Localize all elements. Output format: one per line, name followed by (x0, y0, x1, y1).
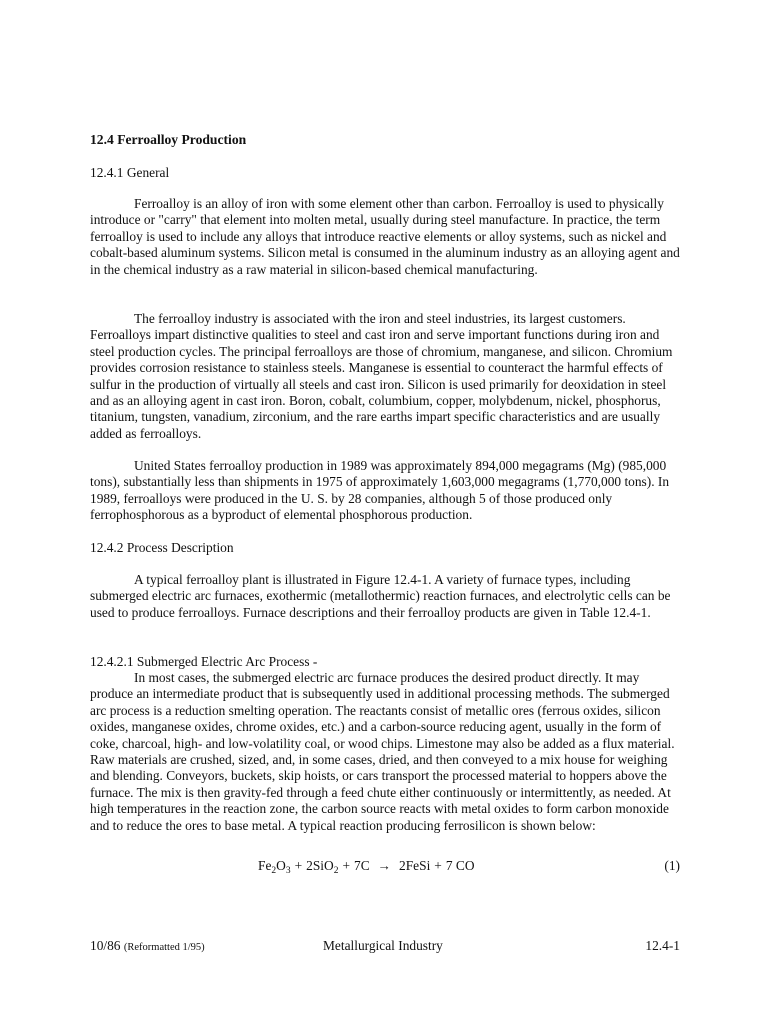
general-paragraph-1: Ferroalloy is an alloy of iron with some element other than carbon. Ferroalloy is used to physically introduce or "carry" that element into molten metal, usually during steel manufacture. In practice, the term ferroalloy is used to include any alloys that introduce reactive elements or alloy systems, such as nickel and cobalt-based aluminum systems. Silicon metal is consumed in the aluminum industry as an alloying agent and in the chemical industry as a raw material in silicon-based chemical manufacturing. (90, 196, 680, 277)
general-heading: 12.4.1 General (90, 165, 170, 180)
eq-term-2-sub: 2 (333, 866, 339, 876)
eq-term-4: 2FeSi (399, 858, 431, 873)
eq-plus-2: + (342, 858, 350, 873)
equation-expression (258, 858, 475, 874)
equation-number: (1) (664, 858, 680, 873)
process-heading: 12.4.2 Process Description (90, 540, 234, 555)
eq-term-3: 7C (354, 858, 370, 873)
footer-date (90, 938, 205, 956)
arc-process-heading: 12.4.2.1 Submerged Electric Arc Process - (90, 654, 318, 669)
footer-page-number: 12.4-1 (645, 938, 680, 953)
general-paragraph-3: United States ferroalloy production in 1989 was approximately 894,000 megagrams (Mg) (985,000 tons), substantially less than shipments in 1975 of approximately 1,603,000 megagrams (1,770,000 tons). In 1989, ferroalloys were produced in the U. S. by 28 companies, although 5 of those produced only ferrophosphorous as a byproduct of elemental phosphorous production. (90, 458, 670, 523)
arc-process-paragraph: In most cases, the submerged electric arc furnace produces the desired product directly. It may produce an intermediate product that is subsequently used in additional processing methods. The submerged arc process is a reduction smelting operation. The reactants consist of metallic ores (ferrous oxides, silicon oxides, manganese oxides, chrome oxides, etc.) and a carbon-source reducing agent, usually in the form of coke, charcoal, high- and low-volatility coal, or wood chips. Limestone may also be added as a flux material. Raw materials are crushed, sized, and, in some cases, dried, and then conveyed to a mix house for weighing and blending. Conveyors, buckets, skip hoists, or cars transport the processed material to hoppers above the furnace. The mix is then gravity-fed through a feed chute either continuously or intermittently, as needed. At high temperatures in the reaction zone, the carbon source reacts with metal oxides to form carbon monoxide and to reduce the ores to base metal. A typical reaction producing ferrosilicon is shown below: (90, 670, 675, 833)
eq-o: O (276, 858, 286, 873)
footer-reformatted: (Reformatted 1/95) (123, 942, 205, 953)
section-title: 12.4 Ferroalloy Production (90, 132, 247, 147)
eq-fe: Fe (258, 858, 272, 873)
eq-o-sub: 3 (285, 866, 291, 876)
eq-fe-sub: 2 (271, 866, 277, 876)
eq-term-2: 2SiO (306, 858, 334, 873)
footer-date-text: 10/86 (90, 938, 121, 953)
document-page (90, 0, 680, 1024)
general-paragraph-2: The ferroalloy industry is associated with the iron and steel industries, its largest customers. Ferroalloys impart distinctive qualities to steel and cast iron and serve important functions during iron and steel production cycles. The principal ferroalloys are those of chromium, manganese, and silicon. Chromium provides corrosion resistance to stainless steels. Manganese is essential to counteract the harmful effects of sulfur in the production of virtually all steels and cast iron. Silicon is used primarily for deoxidation in steel and as an alloying agent in cast iron. Boron, cobalt, columbium, copper, molybdenum, nickel, phosphorus, titanium, tungsten, vanadium, zirconium, and the rare earths impart specific characteristics and are usually added as ferroalloys. (90, 311, 673, 441)
footer-chapter: Metallurgical Industry (323, 938, 443, 953)
process-paragraph: A typical ferroalloy plant is illustrated in Figure 12.4-1. A variety of furnace types, including submerged electric arc furnaces, exothermic (metallothermic) reaction furnaces, and electrolytic cells can be used to produce ferroalloys. Furnace descriptions and their ferroalloy products are given in Table 12.4-1. (90, 572, 671, 620)
eq-plus-3: + (434, 858, 442, 873)
reaction-equation (90, 858, 680, 878)
eq-arrow: → (377, 858, 392, 873)
eq-term-5: 7 CO (445, 858, 475, 873)
eq-plus-1: + (294, 858, 303, 873)
page-footer (90, 938, 680, 958)
